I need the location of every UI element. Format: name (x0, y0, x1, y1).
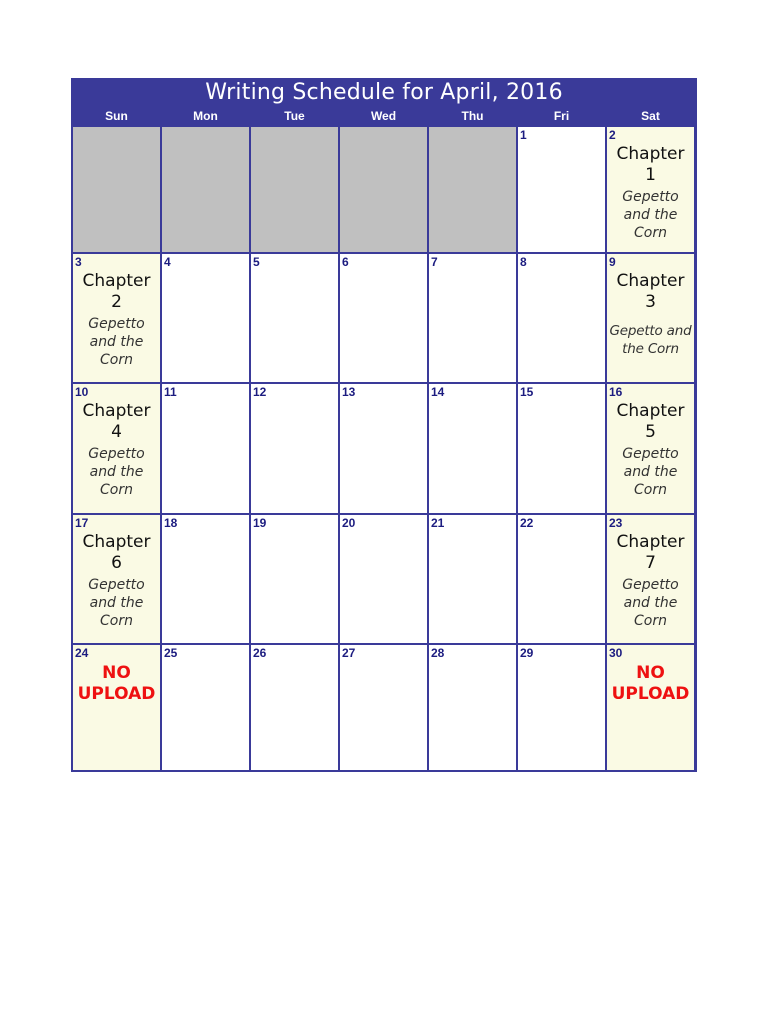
story-title: Gepetto and the Corn (609, 323, 692, 357)
story-title: Gepetto and the Corn (88, 577, 145, 629)
calendar-day-cell (518, 127, 605, 252)
calendar-empty-cell (429, 127, 516, 252)
no-upload-note: NO UPLOAD (77, 663, 156, 704)
day-number: 10 (75, 385, 89, 399)
chapter-label: Chapter 1 (616, 144, 685, 185)
chapter-label: Chapter 7 (616, 532, 685, 573)
day-number: 27 (342, 646, 356, 660)
weekday-header-thu: Thu (461, 109, 484, 123)
calendar-day-cell (607, 384, 694, 513)
calendar-day-cell (429, 645, 516, 770)
calendar-day-cell (162, 515, 249, 643)
weekday-header-wed: Wed (370, 109, 397, 123)
day-number: 8 (520, 255, 527, 269)
story-title: Gepetto and the Corn (88, 446, 145, 498)
day-number: 15 (520, 385, 534, 399)
calendar-empty-cell (340, 127, 427, 252)
calendar-day-cell (73, 515, 160, 643)
chapter-label: Chapter 5 (616, 401, 685, 442)
day-number: 18 (164, 516, 178, 530)
calendar-day-cell (251, 254, 338, 382)
weekday-header-sun: Sun (105, 109, 128, 123)
calendar-day-cell (518, 384, 605, 513)
day-number: 23 (609, 516, 623, 530)
day-number: 25 (164, 646, 178, 660)
day-number: 22 (520, 516, 534, 530)
story-title: Gepetto and the Corn (622, 189, 679, 241)
weekday-header-fri: Fri (553, 109, 570, 123)
chapter-label: Chapter 3 (616, 271, 685, 312)
day-number: 13 (342, 385, 356, 399)
chapter-label: Chapter 2 (82, 271, 151, 312)
calendar-day-cell (73, 384, 160, 513)
calendar-empty-cell (251, 127, 338, 252)
calendar (71, 78, 697, 772)
day-number: 7 (431, 255, 438, 269)
day-number: 16 (609, 385, 623, 399)
day-number: 9 (609, 255, 616, 269)
calendar-day-cell (73, 254, 160, 382)
story-title: Gepetto and the Corn (622, 446, 679, 498)
day-number: 4 (164, 255, 171, 269)
chapter-label: Chapter 6 (82, 532, 151, 573)
calendar-day-cell (251, 384, 338, 513)
calendar-day-cell (251, 515, 338, 643)
calendar-day-cell (518, 254, 605, 382)
calendar-day-cell (607, 254, 694, 382)
day-number: 21 (431, 516, 445, 530)
calendar-empty-cell (162, 127, 249, 252)
calendar-day-cell (607, 515, 694, 643)
day-number: 14 (431, 385, 445, 399)
calendar-day-cell (251, 645, 338, 770)
day-number: 12 (253, 385, 267, 399)
calendar-day-cell (607, 645, 694, 770)
day-number: 6 (342, 255, 349, 269)
calendar-day-cell (429, 254, 516, 382)
story-title: Gepetto and the Corn (622, 577, 679, 629)
calendar-day-cell (518, 515, 605, 643)
calendar-day-cell (162, 384, 249, 513)
day-number: 24 (75, 646, 89, 660)
story-title: Gepetto and the Corn (88, 316, 145, 368)
calendar-empty-cell (73, 127, 160, 252)
weekday-header-mon: Mon (193, 109, 218, 123)
calendar-day-cell (162, 254, 249, 382)
day-number: 30 (609, 646, 623, 660)
calendar-day-cell (607, 127, 694, 252)
day-number: 28 (431, 646, 445, 660)
weekday-header-sat: Sat (641, 109, 660, 123)
day-number: 1 (520, 128, 527, 142)
day-number: 29 (520, 646, 534, 660)
day-number: 17 (75, 516, 89, 530)
day-number: 20 (342, 516, 356, 530)
calendar-day-cell (340, 254, 427, 382)
calendar-day-cell (340, 645, 427, 770)
chapter-label: Chapter 4 (82, 401, 151, 442)
calendar-day-cell (162, 645, 249, 770)
weekday-header-tue: Tue (284, 109, 305, 123)
day-number: 19 (253, 516, 267, 530)
calendar-day-cell (429, 384, 516, 513)
no-upload-note: NO UPLOAD (611, 663, 690, 704)
calendar-title: Writing Schedule for April, 2016 (205, 80, 563, 105)
calendar-day-cell (429, 515, 516, 643)
day-number: 26 (253, 646, 267, 660)
calendar-day-cell (340, 384, 427, 513)
day-number: 11 (164, 385, 177, 399)
day-number: 5 (253, 255, 260, 269)
calendar-day-cell (340, 515, 427, 643)
day-number: 3 (75, 255, 82, 269)
calendar-day-cell (518, 645, 605, 770)
calendar-day-cell (73, 645, 160, 770)
day-number: 2 (609, 128, 616, 142)
